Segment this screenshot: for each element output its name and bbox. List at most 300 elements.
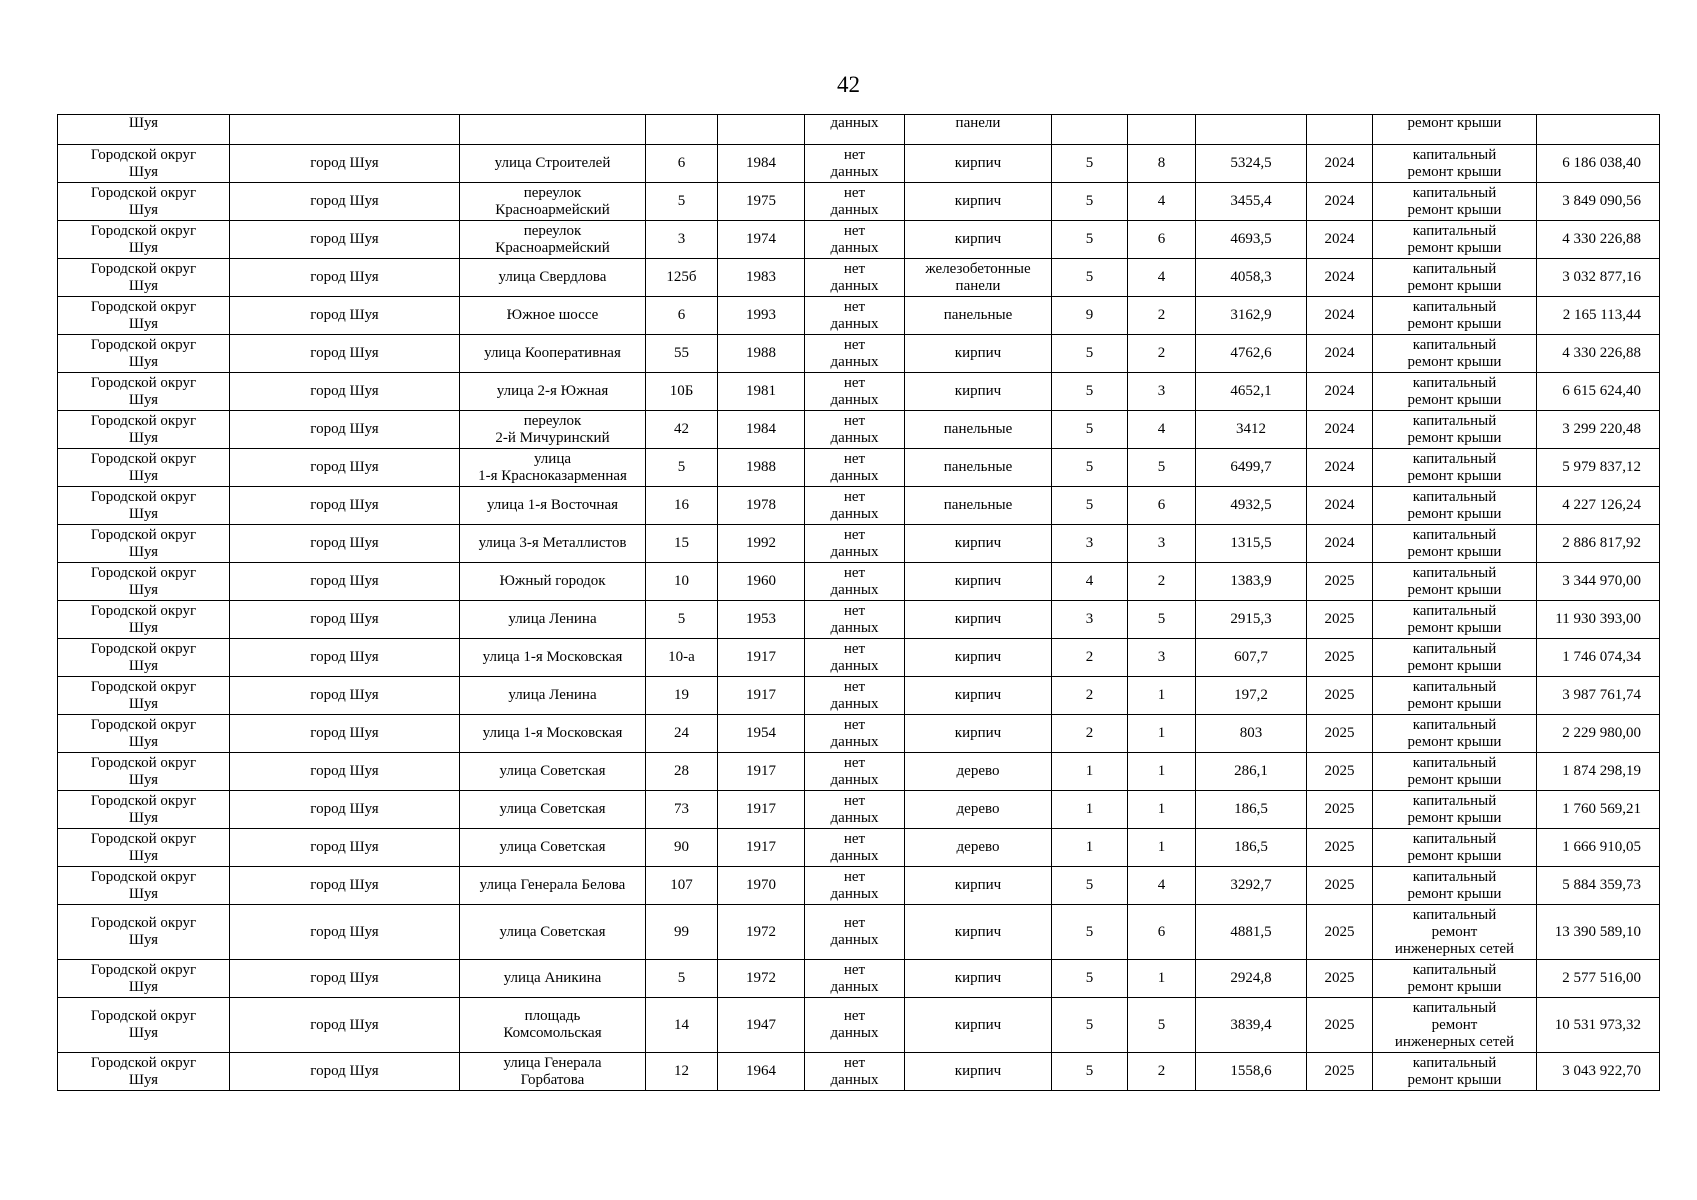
cell-cost: 3 043 922,70	[1537, 1053, 1660, 1091]
cell-floors: 2	[1052, 715, 1128, 753]
cell-work-type	[1373, 183, 1537, 221]
cell-street	[460, 411, 646, 449]
cell-plan-year: 2025	[1307, 960, 1373, 998]
cell-house-number: 28	[646, 753, 718, 791]
cell-line: Городской округ	[90, 146, 197, 163]
cell-line: ремонт крыши	[1407, 505, 1502, 522]
cell-line: Городской округ	[90, 526, 197, 543]
cell-floors: 5	[1052, 487, 1128, 525]
cell-area: 186,5	[1196, 829, 1307, 867]
cell-line: Шуя	[128, 315, 159, 332]
cell-line: Шуя	[128, 239, 159, 256]
cell-area: 2915,3	[1196, 601, 1307, 639]
cell-cost: 1 746 074,34	[1537, 639, 1660, 677]
cell-line: капитальный	[1412, 412, 1497, 429]
cell-cost: 2 886 817,92	[1537, 525, 1660, 563]
cell-area: 3162,9	[1196, 297, 1307, 335]
cell-line: ремонт крыши	[1407, 847, 1502, 864]
cell-line: ремонт крыши	[1407, 163, 1502, 180]
cell-wall-material: кирпич	[905, 998, 1052, 1053]
cell-line: данных	[830, 932, 879, 948]
cell-entrances: 6	[1128, 221, 1196, 259]
cell-line: ремонт крыши	[1407, 467, 1502, 484]
table-row	[58, 487, 1660, 525]
cell-line: Городской округ	[90, 184, 197, 201]
cell-line: данных	[830, 543, 879, 560]
cell-entrances: 1	[1128, 791, 1196, 829]
cell-plan-year: 2025	[1307, 867, 1373, 905]
cell-area: 4058,3	[1196, 259, 1307, 297]
cell-year-built: 1917	[718, 753, 805, 791]
cell-house-number: 90	[646, 829, 718, 867]
cell-wall-material: панельные	[905, 487, 1052, 525]
cell-year-built: 1981	[718, 373, 805, 411]
cell-cost: 1 874 298,19	[1537, 753, 1660, 791]
cell-line: нет	[843, 222, 866, 239]
cell-year-built: 1960	[718, 563, 805, 601]
cell-settlement: город Шуя	[230, 259, 460, 297]
cell-plan-year	[1307, 115, 1373, 145]
cell-line: капитальный	[1412, 830, 1497, 847]
table-row	[58, 601, 1660, 639]
cell-year-renovation	[805, 525, 905, 563]
cell-line: нет	[843, 716, 866, 733]
cell-floors: 3	[1052, 601, 1128, 639]
cell-house-number: 14	[646, 998, 718, 1053]
cell-line: Городской округ	[90, 450, 197, 467]
table-row	[58, 563, 1660, 601]
cell-street: улица Советская	[460, 905, 646, 960]
cell-line: ремонт крыши	[1407, 657, 1502, 674]
cell-settlement: город Шуя	[230, 221, 460, 259]
cell-wall-material: кирпич	[905, 525, 1052, 563]
cell-entrances: 2	[1128, 297, 1196, 335]
cell-year-renovation	[805, 829, 905, 867]
cell-wall-material: кирпич	[905, 183, 1052, 221]
cell-work-type	[1373, 867, 1537, 905]
cell-line: капитальный	[1412, 298, 1497, 315]
cell-year-renovation	[805, 145, 905, 183]
cell-line: Шуя	[128, 771, 159, 788]
cell-settlement: город Шуя	[230, 715, 460, 753]
cell-street: улица Ленина	[460, 601, 646, 639]
cell-street	[460, 1053, 646, 1091]
cell-entrances: 2	[1128, 563, 1196, 601]
cell-house-number: 12	[646, 1053, 718, 1091]
cell-cost: 2 577 516,00	[1537, 960, 1660, 998]
cell-line: ремонт крыши	[1407, 771, 1502, 788]
cell-cost: 4 330 226,88	[1537, 335, 1660, 373]
cell-line: переулок	[523, 184, 582, 201]
cell-line: Городской округ	[90, 222, 197, 239]
cell-street: улица Советская	[460, 753, 646, 791]
cell-entrances: 5	[1128, 601, 1196, 639]
cell-cost	[1537, 115, 1660, 145]
cell-work-type	[1373, 960, 1537, 998]
cell-line: капитальный	[1412, 640, 1497, 657]
cell-plan-year: 2024	[1307, 525, 1373, 563]
cell-line: Городской округ	[90, 374, 197, 391]
cell-year-renovation	[805, 905, 905, 960]
cell-line: инженерных сетей	[1394, 1033, 1515, 1050]
table-row	[58, 411, 1660, 449]
cell-area: 1383,9	[1196, 563, 1307, 601]
cell-wall-material: кирпич	[905, 905, 1052, 960]
cell-settlement: город Шуя	[230, 677, 460, 715]
cell-plan-year: 2025	[1307, 677, 1373, 715]
cell-wall-material: кирпич	[905, 960, 1052, 998]
cell-floors: 5	[1052, 867, 1128, 905]
cell-year-renovation	[805, 677, 905, 715]
cell-line: капитальный	[1412, 450, 1497, 467]
cell-street	[460, 449, 646, 487]
cell-line: капитальный	[1412, 336, 1497, 353]
cell-year-renovation	[805, 259, 905, 297]
cell-year-renovation	[805, 715, 905, 753]
cell-line: Красноармейский	[495, 201, 610, 218]
cell-line: нет	[843, 450, 866, 467]
cell-line: Шуя	[128, 201, 159, 218]
cell-line: капитальный	[1412, 488, 1497, 505]
cell-municipality	[58, 297, 230, 335]
cell-floors: 1	[1052, 791, 1128, 829]
cell-line: Красноармейский	[495, 239, 610, 256]
cell-line: Городской округ	[90, 488, 197, 505]
cell-line: нет	[843, 564, 866, 581]
cell-line: данных	[830, 277, 879, 294]
cell-year-renovation	[805, 411, 905, 449]
cell-work-type	[1373, 145, 1537, 183]
cell-entrances: 2	[1128, 335, 1196, 373]
cell-work-type	[1373, 829, 1537, 867]
cell-line: площадь	[524, 1008, 581, 1024]
cell-line: Городской округ	[90, 792, 197, 809]
cell-year-renovation	[805, 487, 905, 525]
table-row	[58, 905, 1660, 960]
cell-street: Южное шоссе	[460, 297, 646, 335]
cell-plan-year: 2024	[1307, 335, 1373, 373]
cell-line: данных	[830, 733, 879, 750]
cell-municipality	[58, 639, 230, 677]
cell-municipality	[58, 335, 230, 373]
cell-municipality	[58, 373, 230, 411]
cell-wall-material: панельные	[905, 411, 1052, 449]
cell-floors: 5	[1052, 411, 1128, 449]
cell-line: Городской округ	[90, 678, 197, 695]
cell-line: капитальный	[1412, 754, 1497, 771]
cell-line: Горбатова	[520, 1071, 585, 1088]
cell-wall-material: кирпич	[905, 601, 1052, 639]
cell-line: капитальный	[1412, 678, 1497, 695]
cell-line: ремонт крыши	[1407, 391, 1502, 408]
cell-cost: 3 987 761,74	[1537, 677, 1660, 715]
cell-area: 3292,7	[1196, 867, 1307, 905]
cell-line: Городской округ	[90, 602, 197, 619]
cell-year-renovation	[805, 563, 905, 601]
cell-line: улица Генерала	[503, 1054, 602, 1071]
cell-area	[1196, 115, 1307, 145]
cell-line: Городской округ	[90, 640, 197, 657]
cell-line: ремонт крыши	[1407, 1071, 1502, 1088]
cell-year-built: 1974	[718, 221, 805, 259]
cell-wall-material: кирпич	[905, 335, 1052, 373]
cell-line: данных	[830, 391, 879, 408]
cell-entrances: 3	[1128, 525, 1196, 563]
cell-year-renovation	[805, 221, 905, 259]
cell-line: Шуя	[128, 847, 159, 864]
cell-cost: 5 884 359,73	[1537, 867, 1660, 905]
cell-line: капитальный	[1412, 222, 1497, 239]
table-row	[58, 829, 1660, 867]
cell-entrances: 8	[1128, 145, 1196, 183]
table-row	[58, 639, 1660, 677]
cell-settlement: город Шуя	[230, 998, 460, 1053]
cell-line: ремонт	[1431, 1016, 1478, 1033]
cell-work-type	[1373, 715, 1537, 753]
cell-line: капитальный	[1412, 999, 1497, 1016]
cell-floors: 5	[1052, 373, 1128, 411]
cell-line: капитальный	[1412, 146, 1497, 163]
cell-line: 2-й Мичуринский	[495, 429, 610, 446]
cell-municipality	[58, 829, 230, 867]
cell-municipality	[58, 791, 230, 829]
cell-municipality	[58, 563, 230, 601]
cell-settlement: город Шуя	[230, 145, 460, 183]
cell-line: данных	[830, 657, 879, 674]
cell-year-built: 1984	[718, 411, 805, 449]
cell-line: ремонт крыши	[1407, 619, 1502, 636]
cell-cost: 1 760 569,21	[1537, 791, 1660, 829]
cell-line: капитальный	[1412, 716, 1497, 733]
cell-line: Городской округ	[90, 336, 197, 353]
cell-entrances	[1128, 115, 1196, 145]
cell-area: 4881,5	[1196, 905, 1307, 960]
cell-area: 1558,6	[1196, 1053, 1307, 1091]
cell-line: нет	[843, 1054, 866, 1071]
cell-street: улица Советская	[460, 829, 646, 867]
cell-floors: 4	[1052, 563, 1128, 601]
cell-settlement	[230, 115, 460, 145]
cell-house-number: 10-а	[646, 639, 718, 677]
table-row	[58, 183, 1660, 221]
cell-year-built: 1953	[718, 601, 805, 639]
cell-year-built: 1984	[718, 145, 805, 183]
cell-area: 4762,6	[1196, 335, 1307, 373]
cell-line: нет	[843, 298, 866, 315]
table-row	[58, 791, 1660, 829]
cell-floors: 5	[1052, 335, 1128, 373]
cell-line: данных	[830, 315, 879, 332]
cell-street: улица 1-я Московская	[460, 639, 646, 677]
cell-cost: 3 344 970,00	[1537, 563, 1660, 601]
cell-year-renovation	[805, 1053, 905, 1091]
cell-municipality	[58, 449, 230, 487]
cell-street: улица Ленина	[460, 677, 646, 715]
cell-line: Шуя	[128, 885, 159, 902]
cell-municipality	[58, 183, 230, 221]
cell-line: переулок	[523, 222, 582, 239]
cell-municipality: Шуя	[58, 115, 230, 145]
cell-wall-material: кирпич	[905, 867, 1052, 905]
cell-street	[460, 115, 646, 145]
cell-line: улица	[533, 450, 572, 467]
cell-cost: 3 299 220,48	[1537, 411, 1660, 449]
cell-line: Шуя	[128, 978, 159, 995]
cell-line: нет	[843, 526, 866, 543]
cell-line: Шуя	[128, 809, 159, 826]
table-row	[58, 998, 1660, 1053]
cell-line: Шуя	[128, 581, 159, 598]
cell-year-built: 1978	[718, 487, 805, 525]
cell-house-number	[646, 115, 718, 145]
cell-entrances: 1	[1128, 715, 1196, 753]
cell-line: данных	[830, 695, 879, 712]
cell-house-number: 5	[646, 449, 718, 487]
cell-area: 3455,4	[1196, 183, 1307, 221]
cell-line: ремонт	[1431, 923, 1478, 940]
cell-entrances: 4	[1128, 867, 1196, 905]
cell-plan-year: 2024	[1307, 449, 1373, 487]
cell-line: нет	[843, 792, 866, 809]
cell-floors: 5	[1052, 1053, 1128, 1091]
cell-line: Шуя	[128, 163, 159, 180]
cell-year-built: 1917	[718, 791, 805, 829]
cell-year-built: 1972	[718, 905, 805, 960]
cell-line: Шуя	[128, 1071, 159, 1088]
cell-house-number: 10	[646, 563, 718, 601]
cell-work-type	[1373, 601, 1537, 639]
cell-house-number: 19	[646, 677, 718, 715]
cell-work-type	[1373, 753, 1537, 791]
cell-settlement: город Шуя	[230, 601, 460, 639]
cell-line: Шуя	[128, 543, 159, 560]
cell-plan-year: 2025	[1307, 905, 1373, 960]
cell-year-built: 1992	[718, 525, 805, 563]
cell-line: нет	[843, 602, 866, 619]
cell-settlement: город Шуя	[230, 960, 460, 998]
cell-line: Шуя	[128, 467, 159, 484]
cell-entrances: 4	[1128, 411, 1196, 449]
cell-line: данных	[830, 847, 879, 864]
cell-line: ремонт крыши	[1407, 315, 1502, 332]
cell-year-renovation	[805, 753, 905, 791]
cell-line: нет	[843, 754, 866, 771]
cell-area: 4652,1	[1196, 373, 1307, 411]
cell-line: Шуя	[128, 1025, 159, 1041]
cell-settlement: город Шуя	[230, 563, 460, 601]
cell-house-number: 3	[646, 221, 718, 259]
cell-cost: 11 930 393,00	[1537, 601, 1660, 639]
cell-cost: 10 531 973,32	[1537, 998, 1660, 1053]
cell-line: ремонт крыши	[1407, 885, 1502, 902]
cell-area: 197,2	[1196, 677, 1307, 715]
cell-line: данных	[830, 163, 879, 180]
cell-year-renovation	[805, 791, 905, 829]
cell-settlement: город Шуя	[230, 335, 460, 373]
cell-municipality	[58, 905, 230, 960]
table-row	[58, 221, 1660, 259]
cell-wall-material: кирпич	[905, 677, 1052, 715]
cell-work-type	[1373, 373, 1537, 411]
cell-settlement: город Шуя	[230, 373, 460, 411]
cell-line: переулок	[523, 412, 582, 429]
cell-line: железобетонные	[925, 260, 1031, 277]
cell-cost: 3 032 877,16	[1537, 259, 1660, 297]
cell-line: Шуя	[128, 391, 159, 408]
cell-line: нет	[843, 488, 866, 505]
cell-line: данных	[830, 978, 879, 995]
cell-street: улица Аникина	[460, 960, 646, 998]
cell-house-number: 5	[646, 601, 718, 639]
table-row	[58, 115, 1660, 145]
cell-house-number: 55	[646, 335, 718, 373]
cell-plan-year: 2024	[1307, 297, 1373, 335]
cell-plan-year: 2024	[1307, 183, 1373, 221]
cell-line: ремонт крыши	[1407, 733, 1502, 750]
cell-line: 1-я Красноказарменная	[478, 467, 627, 484]
cell-floors: 5	[1052, 183, 1128, 221]
cell-year-renovation	[805, 960, 905, 998]
cell-cost: 6 186 038,40	[1537, 145, 1660, 183]
cell-house-number: 5	[646, 183, 718, 221]
cell-plan-year: 2025	[1307, 639, 1373, 677]
cell-floors: 1	[1052, 829, 1128, 867]
cell-line: Комсомольская	[503, 1025, 602, 1041]
table-row	[58, 715, 1660, 753]
cell-line: капитальный	[1412, 526, 1497, 543]
cell-house-number: 5	[646, 960, 718, 998]
cell-wall-material: дерево	[905, 829, 1052, 867]
cell-municipality	[58, 221, 230, 259]
cell-line: Городской округ	[90, 564, 197, 581]
cell-area: 5324,5	[1196, 145, 1307, 183]
cell-year-built: 1970	[718, 867, 805, 905]
cell-line: Городской округ	[90, 868, 197, 885]
cell-house-number: 16	[646, 487, 718, 525]
cell-municipality	[58, 601, 230, 639]
table-row	[58, 753, 1660, 791]
cell-municipality	[58, 867, 230, 905]
cell-area: 1315,5	[1196, 525, 1307, 563]
cell-cost: 3 849 090,56	[1537, 183, 1660, 221]
cell-line: данных	[830, 1071, 879, 1088]
cell-entrances: 4	[1128, 183, 1196, 221]
cell-work-type	[1373, 221, 1537, 259]
cell-line: Городской округ	[90, 1008, 197, 1024]
cell-line: Шуя	[128, 657, 159, 674]
cell-street: улица Строителей	[460, 145, 646, 183]
cell-municipality	[58, 525, 230, 563]
cell-area: 186,5	[1196, 791, 1307, 829]
cell-work-type	[1373, 905, 1537, 960]
cell-line: данных	[830, 619, 879, 636]
cell-line: данных	[830, 809, 879, 826]
cell-line: ремонт крыши	[1407, 809, 1502, 826]
cell-line: Городской округ	[90, 1054, 197, 1071]
cell-municipality	[58, 677, 230, 715]
cell-year-built: 1964	[718, 1053, 805, 1091]
cell-street: улица Свердлова	[460, 259, 646, 297]
cell-wall-material: кирпич	[905, 373, 1052, 411]
cell-year-built: 1988	[718, 449, 805, 487]
cell-floors: 2	[1052, 677, 1128, 715]
cell-street: улица Генерала Белова	[460, 867, 646, 905]
cell-municipality	[58, 411, 230, 449]
cell-work-type	[1373, 335, 1537, 373]
cell-line: ремонт крыши	[1407, 978, 1502, 995]
cell-line: нет	[843, 678, 866, 695]
cell-wall-material	[905, 259, 1052, 297]
